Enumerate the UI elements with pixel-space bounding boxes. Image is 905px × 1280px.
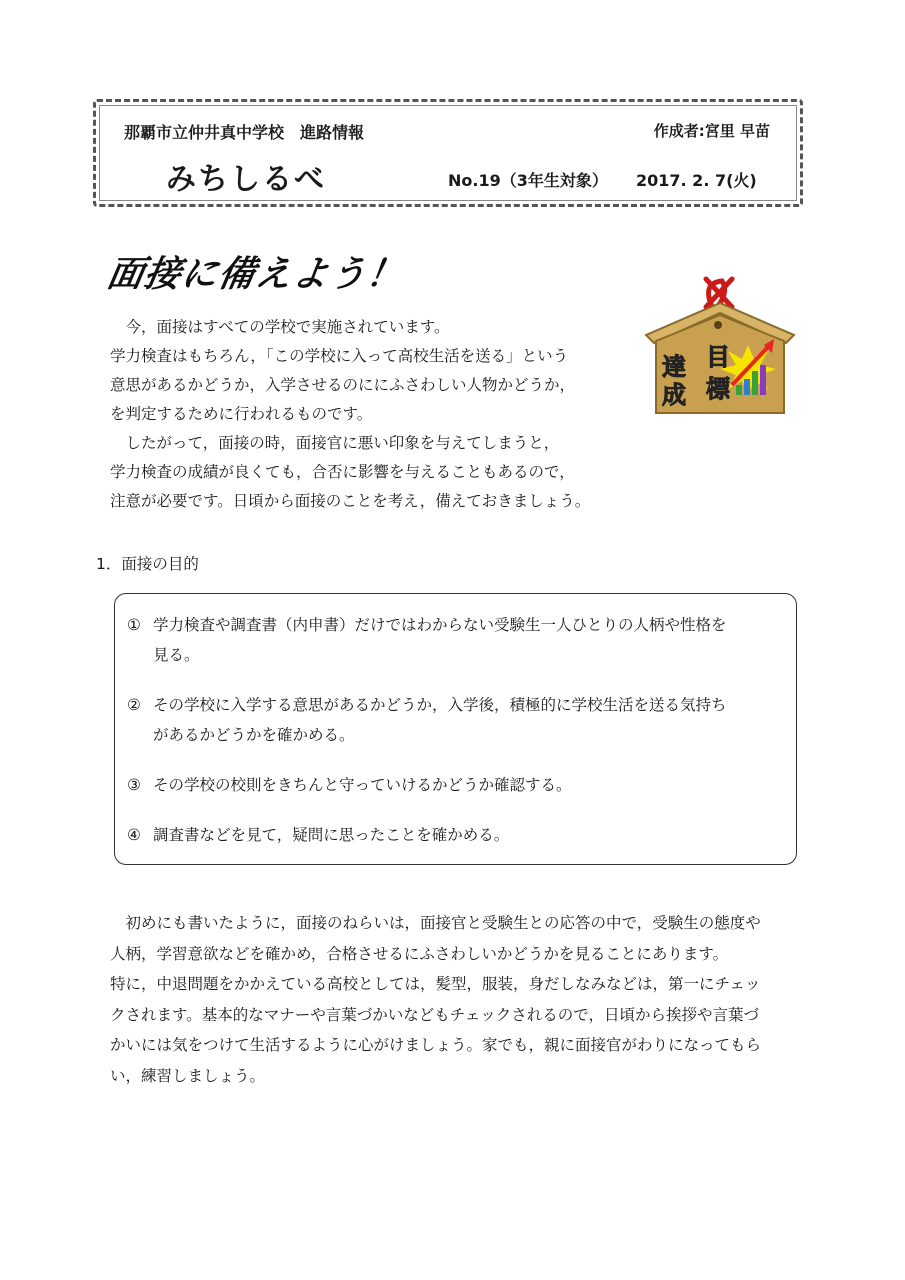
section-title: 1．面接の目的	[96, 555, 199, 573]
purpose-item	[127, 690, 782, 750]
item-number: ①	[127, 616, 141, 634]
item-text: 調査書などを見て，疑問に思ったことを確かめる。	[153, 826, 510, 844]
closing-line: 初めにも書いたように，面接のねらいは，面接官と受験生との応答の中で，受験生の態度や	[110, 914, 761, 932]
purpose-item	[127, 770, 782, 800]
closing-line: クされます。基本的なマナーや言葉づかいなどもチェックされるので，日頃から挨拶や言葉づ	[110, 1005, 759, 1024]
purpose-list-box	[114, 593, 797, 865]
page-headline: 面接に備えよう！	[103, 254, 408, 295]
intro-line: を判定するために行われるものです。	[110, 405, 373, 423]
intro-line: 学力検査の成績が良くても，合否に影響を与えることもあるので，	[110, 463, 575, 481]
school-name: 那覇市立仲井真中学校 進路情報	[124, 123, 365, 142]
purpose-item	[127, 610, 782, 670]
item-text-cont: 見る。	[153, 646, 200, 664]
ema-label: 成	[662, 381, 686, 409]
item-number: ③	[127, 776, 141, 794]
intro-line: したがって，面接の時，面接官に悪い印象を与えてしまうと，	[110, 434, 560, 452]
item-text: 学力検査や調査書（内申書）だけではわからない受験生一人ひとりの人柄や性格を	[153, 616, 727, 634]
issue-number: No.19（3年生対象）	[448, 171, 608, 190]
item-text: その学校の校則をきちんと守っていけるかどうか確認する。	[153, 776, 572, 794]
item-number: ②	[127, 696, 141, 714]
issue-date: 2017. 2. 7(火)	[636, 171, 757, 190]
intro-line: 学力検査はもちろん，「この学校に入って高校生活を送る」という	[110, 347, 569, 365]
item-text: その学校に入学する意思があるかどうか，入学後，積極的に学校生活を送る気持ち	[153, 696, 727, 714]
closing-line: い，練習しましょう。	[110, 1066, 266, 1085]
masthead-title: みちしるべ	[166, 162, 326, 197]
closing-line: 人柄，学習意欲などを確かめ，合格させるにふさわしいかどうかを見ることにあります。	[110, 944, 729, 963]
purpose-item	[127, 820, 782, 850]
item-text-cont: があるかどうかを確かめる。	[153, 726, 355, 744]
ema-label: 目	[706, 343, 730, 371]
closing-paragraph	[110, 908, 835, 1091]
intro-paragraph	[110, 313, 630, 516]
ema-label: 達	[662, 353, 686, 381]
intro-line: 意思があるかどうか，入学させるのににふさわしい人物かどうか，	[110, 376, 576, 394]
author-name: 作成者:宮里 早苗	[653, 122, 770, 140]
item-number: ④	[127, 826, 141, 844]
goal-ema-illustration	[640, 273, 800, 421]
closing-line: 特に，中退問題をかかえている高校としては，髪型，服装，身だしなみなどは，第一にチェッ	[110, 975, 761, 993]
ema-label: 標	[706, 375, 730, 403]
newsletter-header	[93, 99, 803, 207]
closing-line: かいには気をつけて生活するように心がけましょう。家でも，親に面接官がわりになってもら	[110, 1036, 762, 1054]
intro-line: 注意が必要です。日頃から面接のことを考え，備えておきましょう。	[110, 492, 591, 510]
intro-line: 今，面接はすべての学校で実施されています。	[110, 318, 450, 336]
